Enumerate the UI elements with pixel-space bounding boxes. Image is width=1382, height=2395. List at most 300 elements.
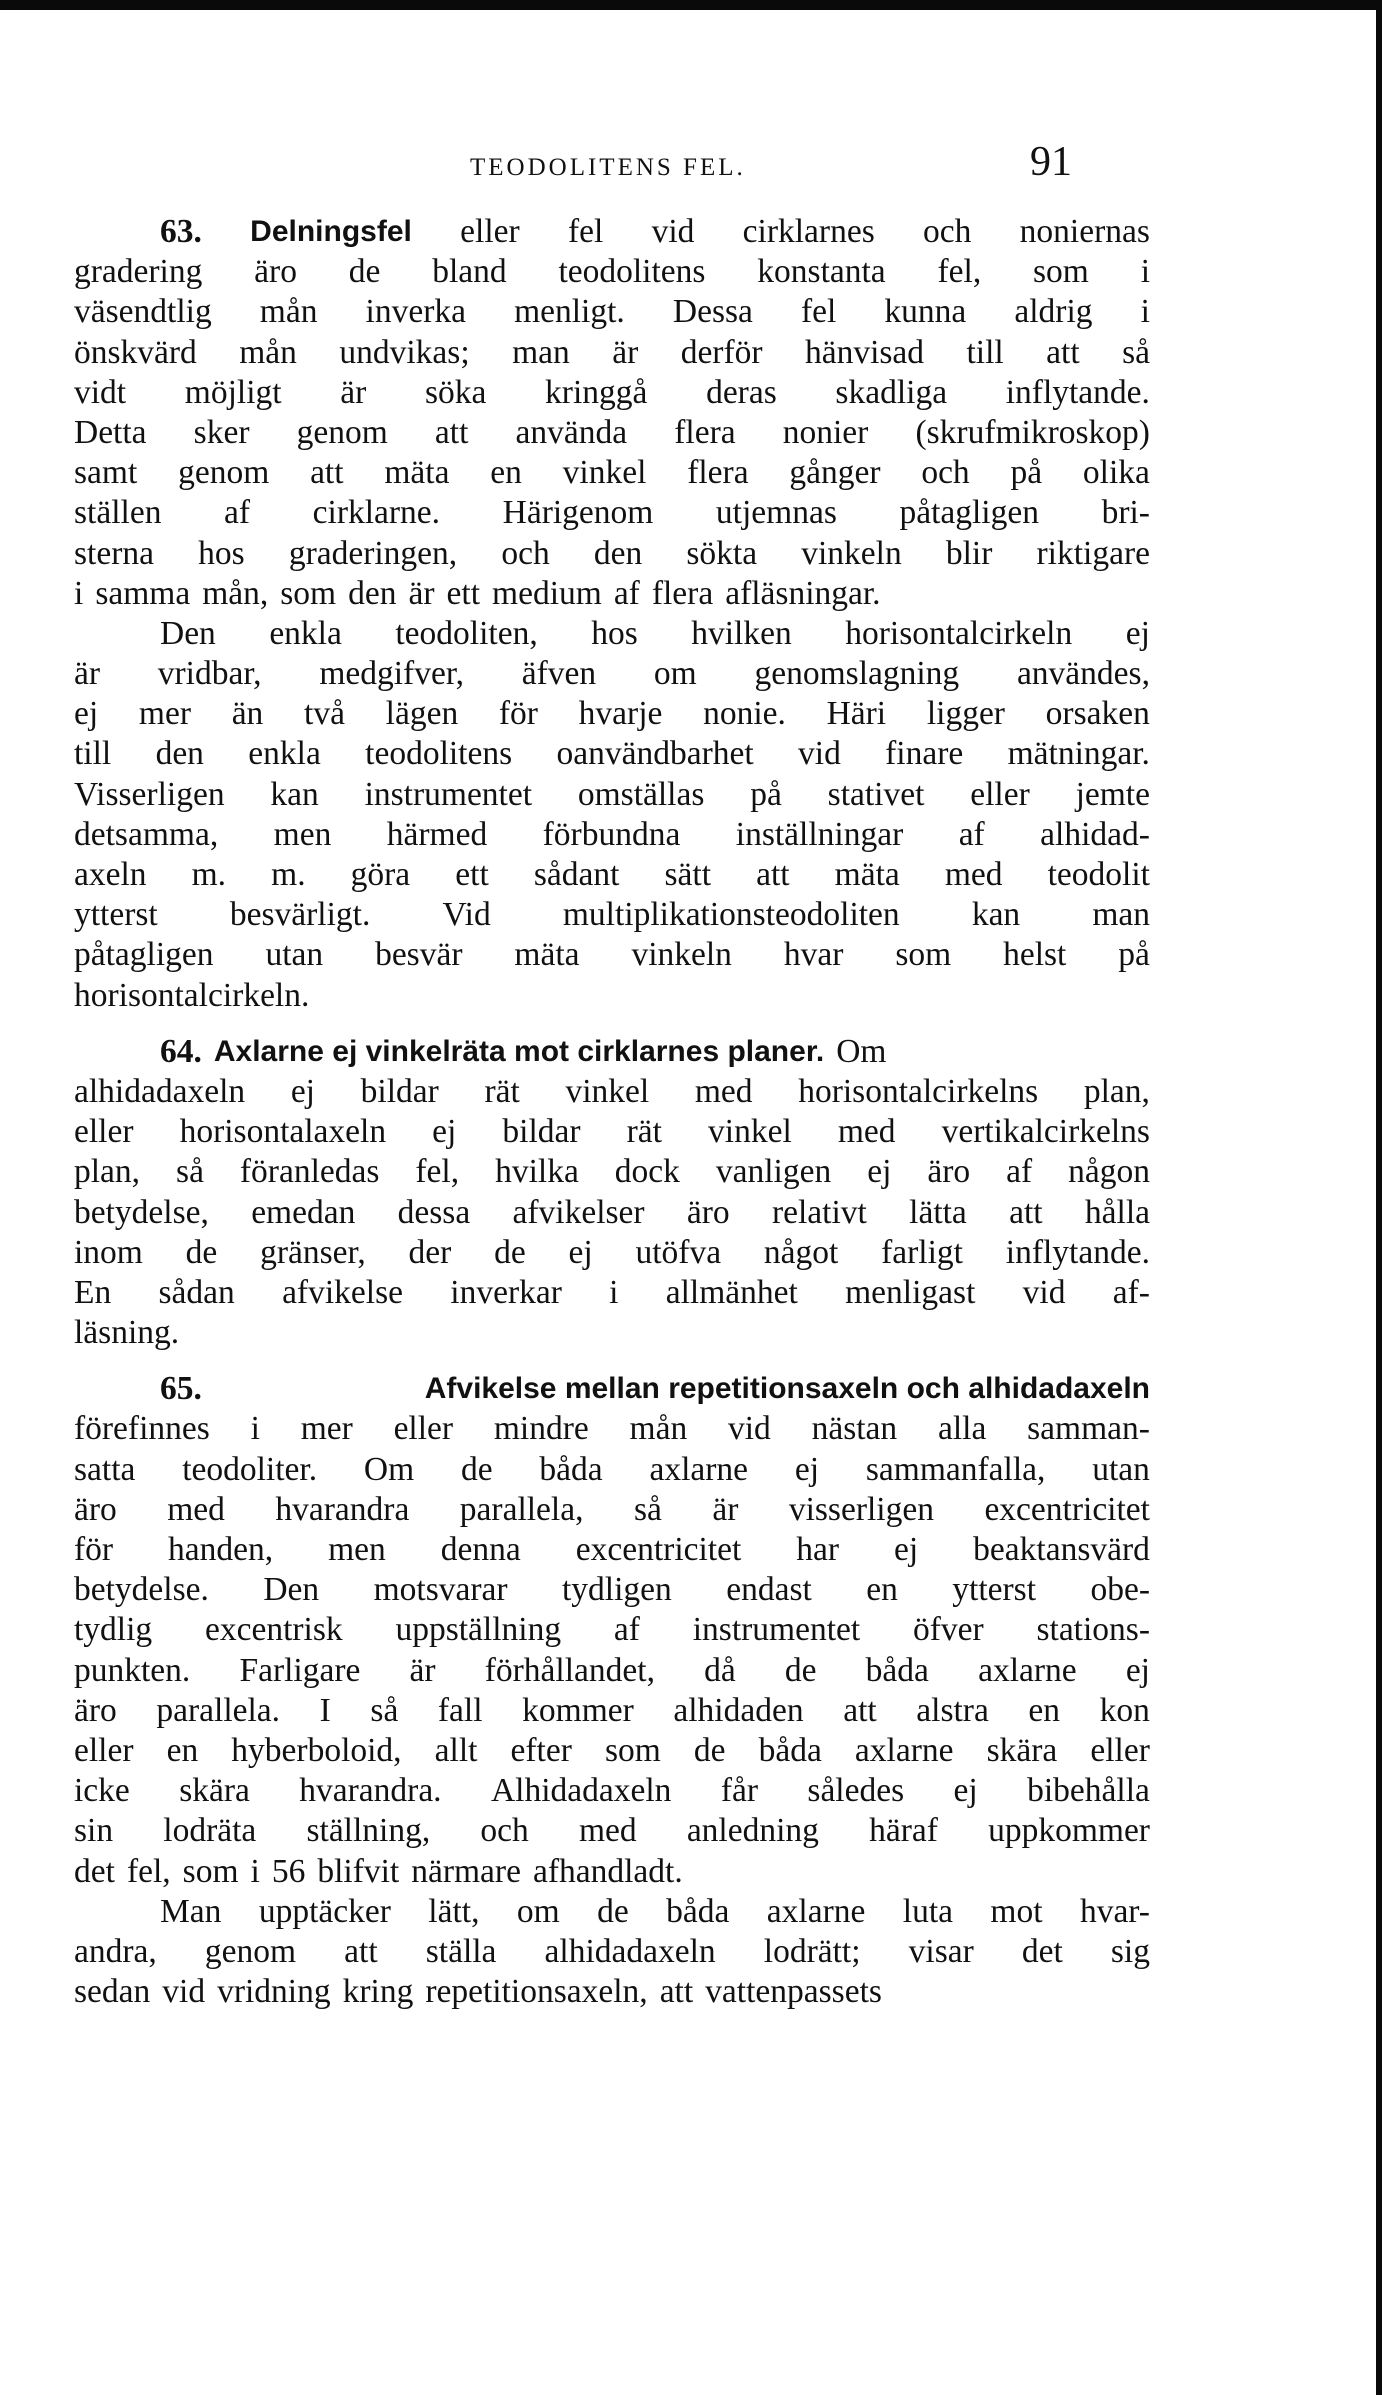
page-header [0, 138, 1382, 188]
word: afhandladt. [532, 1852, 683, 1890]
text-line [74, 574, 1150, 614]
word: ej [568, 1233, 593, 1271]
word: att [1046, 333, 1080, 371]
section-title: Delningsfel [250, 215, 412, 248]
word: öfver [912, 1611, 984, 1649]
text-line [74, 1610, 1150, 1650]
text-line [74, 734, 1150, 774]
word: med [167, 1490, 225, 1528]
word: menligt. [514, 293, 625, 331]
word: och [923, 213, 972, 250]
word: alstra [916, 1691, 989, 1729]
word: orsaken [1045, 695, 1150, 733]
word: farligt [881, 1233, 963, 1271]
word: utan [265, 936, 324, 974]
word: inverka [365, 293, 466, 331]
text-line [74, 1490, 1150, 1530]
word: cirklarnes [742, 213, 875, 250]
word: instrumentet [364, 775, 533, 813]
word: endast [726, 1571, 812, 1609]
word: som [1033, 253, 1089, 291]
word: Den [263, 1571, 320, 1609]
word: ytterst [74, 896, 158, 934]
word: vertikalcirkelns [941, 1113, 1150, 1151]
word: nästan [811, 1410, 898, 1448]
word: inställningar [735, 815, 904, 853]
word: hänvisad [804, 333, 925, 371]
running-title: TEODOLITENS FEL. [470, 154, 746, 181]
text-line [74, 1152, 1150, 1192]
word: handen, [168, 1531, 274, 1568]
word: vid [1022, 1273, 1066, 1311]
word: eller [970, 775, 1030, 813]
word: ej [953, 1772, 978, 1810]
text-line [74, 1273, 1150, 1313]
word: är [409, 1651, 436, 1689]
word: alhidaden [673, 1691, 804, 1729]
text-line [74, 493, 1150, 533]
word: der [408, 1233, 452, 1271]
word: teodolitens [558, 253, 706, 291]
word: som [895, 936, 952, 974]
word: uppkommer [988, 1812, 1150, 1850]
word: sig [1110, 1932, 1150, 1970]
word: menligast [845, 1273, 976, 1311]
word: vinkel [708, 1113, 792, 1151]
word: enkla [248, 735, 321, 773]
word: äro [74, 1490, 117, 1528]
word: mer [138, 695, 191, 733]
word: bildar [360, 1072, 439, 1110]
word: sammanfalla, [865, 1450, 1046, 1488]
word: att [659, 1973, 694, 2011]
word: Visserligen [74, 775, 225, 813]
word: obe- [1090, 1571, 1150, 1609]
text-line [74, 1450, 1150, 1490]
word: så [370, 1691, 399, 1729]
word: bland [432, 253, 507, 291]
word: alhidad- [1040, 815, 1150, 853]
word: betydelse, [74, 1193, 209, 1231]
word: om [516, 1892, 560, 1930]
section-gap [74, 1016, 1150, 1032]
word: till [966, 333, 1004, 371]
text-line [74, 1771, 1150, 1811]
word: en [866, 1571, 898, 1609]
text-line [74, 1193, 1150, 1233]
word: helst [1003, 936, 1067, 974]
word: men [328, 1531, 386, 1568]
word: gränser, [260, 1233, 366, 1271]
word: betydelse. [74, 1571, 209, 1609]
word: multiplikationsteodoliten [562, 896, 900, 934]
word: med [944, 856, 1003, 893]
word: kringgå [545, 373, 648, 411]
word: teodolitens [365, 735, 513, 773]
word: blir [945, 534, 993, 572]
word: att [434, 413, 469, 451]
text-line [74, 1852, 1150, 1892]
word: mätningar. [1007, 735, 1150, 773]
word: sökta [686, 534, 758, 572]
word: hvilken [691, 614, 792, 652]
word: samt [74, 454, 138, 492]
text-line [74, 694, 1150, 734]
word: vinkeln [801, 534, 902, 572]
word: sin [74, 1812, 114, 1850]
word: i [1140, 253, 1150, 291]
text-line [74, 1651, 1150, 1691]
word: Detta [74, 413, 147, 451]
word: inflytande. [1005, 373, 1150, 411]
word: af [1006, 1153, 1033, 1191]
word: äro [686, 1193, 730, 1231]
word: m. [271, 856, 306, 893]
word: de [597, 1892, 629, 1930]
word: är [712, 1490, 739, 1528]
text-line [74, 534, 1150, 574]
word: kan [971, 896, 1021, 934]
word: vattenpassets [705, 1973, 882, 2011]
word: parallela. [156, 1691, 281, 1729]
word: oanvändbarhet [556, 735, 754, 773]
word: riktigare [1036, 534, 1150, 572]
word: påtagligen [899, 494, 1039, 532]
word: allmänhet [665, 1273, 798, 1311]
word: mäta [834, 856, 900, 893]
word: den [348, 574, 397, 612]
word: gradering [74, 253, 203, 291]
page-number: 91 [1030, 139, 1072, 185]
word: mån [629, 1410, 688, 1448]
word: kring [342, 1973, 414, 2011]
word: alla [937, 1410, 987, 1448]
word: fel, [415, 1153, 460, 1191]
word: alhidadaxeln [544, 1932, 716, 1970]
word: eller [460, 213, 520, 250]
section-number: 63. [160, 213, 202, 250]
word: kunna [884, 293, 967, 331]
word: ej [867, 1153, 892, 1191]
word: tydlig [74, 1611, 153, 1649]
word: olika [1082, 454, 1150, 492]
section-number: 65. [160, 1370, 202, 1408]
word: vanligen [715, 1153, 832, 1191]
text-line [74, 815, 1150, 855]
word: eller [1090, 1731, 1150, 1769]
word: enkla [269, 614, 342, 652]
word: hvarandra [275, 1490, 410, 1528]
word: någon [1068, 1153, 1150, 1191]
word: excentrisk [204, 1611, 343, 1649]
word: de [693, 1731, 726, 1769]
word: beaktansvärd [973, 1531, 1150, 1568]
word: göra [350, 856, 411, 893]
word: ställen [74, 494, 162, 532]
word: kan [270, 775, 319, 813]
word: eller [393, 1410, 454, 1448]
word: teodoliter. [182, 1450, 318, 1488]
word: möjligt [184, 373, 282, 411]
word: denna [440, 1531, 521, 1568]
word: rät [626, 1113, 662, 1151]
word: och [501, 534, 550, 572]
word: äro [74, 1691, 117, 1729]
word: dock [614, 1153, 680, 1191]
word: vid [651, 213, 695, 250]
text-line [74, 1072, 1150, 1112]
word: lodrätt; [763, 1932, 861, 1970]
word: flera [687, 454, 749, 492]
word: vridning [217, 1973, 331, 2011]
word: samma [95, 574, 191, 612]
word: m. [191, 856, 227, 893]
word: sker [193, 413, 250, 451]
word: af [224, 494, 251, 532]
word: ställning, [306, 1812, 431, 1850]
word: inom [74, 1233, 143, 1271]
paragraph [74, 614, 1150, 1016]
word: utan [1092, 1450, 1150, 1488]
word: de [348, 253, 381, 291]
word: båda [865, 1651, 929, 1689]
word: den [593, 534, 643, 572]
word: äro [254, 253, 297, 291]
word: båda [758, 1731, 822, 1769]
text-line [74, 1313, 1150, 1353]
text-line [74, 1731, 1150, 1771]
word: 56 [271, 1852, 306, 1890]
word: som [280, 574, 337, 612]
text-line [74, 1530, 1150, 1570]
word: hos [198, 534, 245, 572]
word: visserligen [788, 1490, 934, 1528]
word: medgifver, [319, 655, 465, 693]
text-line [74, 1032, 1150, 1072]
word: utjemnas [715, 494, 837, 532]
word: mån [239, 333, 297, 371]
text-line [74, 1932, 1150, 1972]
word: af- [1112, 1273, 1150, 1311]
section-paragraph [74, 1369, 1150, 1891]
section-gap [74, 1353, 1150, 1369]
text-line [74, 1369, 1150, 1409]
word: ej [1125, 1651, 1150, 1689]
word: på [750, 775, 782, 813]
text-line [74, 1972, 1150, 2012]
word: af [958, 815, 985, 853]
word: plan, [1083, 1072, 1150, 1110]
word: horisontalaxeln [179, 1113, 387, 1151]
word: kommer [522, 1691, 634, 1729]
word: hvarje [578, 695, 663, 733]
word: påtagligen [74, 936, 214, 974]
word: detsamma, [74, 815, 219, 853]
word: inflytande. [1005, 1233, 1150, 1271]
text-line [74, 1409, 1150, 1449]
word: förefinnes [74, 1410, 210, 1448]
word: som [604, 1731, 661, 1769]
word: bibehålla [1027, 1772, 1150, 1810]
word: skära [986, 1731, 1058, 1769]
word: afvikelser [512, 1193, 645, 1231]
word: hvilka [495, 1153, 579, 1191]
text-line [74, 855, 1150, 895]
word: har [796, 1531, 840, 1568]
word: härmed [386, 815, 488, 853]
word: en [490, 454, 522, 492]
word: får [720, 1772, 759, 1810]
word: besvär [375, 936, 463, 974]
word: fel, [126, 1852, 171, 1890]
word: alhidadaxeln [74, 1072, 246, 1110]
word: förhållandet, [484, 1651, 655, 1689]
word: således [807, 1772, 905, 1810]
text-line [74, 292, 1150, 332]
page-right-edge [1376, 0, 1382, 2395]
text-line [74, 453, 1150, 493]
word: om [653, 655, 697, 693]
word: lodräta [163, 1812, 257, 1850]
word: hos [591, 614, 638, 652]
word: parallela, [459, 1490, 584, 1528]
word: hålla [1084, 1193, 1150, 1231]
word: för [498, 695, 538, 733]
word: vid [728, 1410, 771, 1448]
word: lätt, [428, 1892, 480, 1930]
word: till [74, 735, 112, 773]
word: motsvarar [373, 1571, 508, 1609]
word: använda [515, 413, 628, 451]
word: skära [179, 1772, 250, 1810]
word: i [609, 1273, 619, 1311]
word: ställa [425, 1932, 497, 1970]
word: sätt [664, 856, 712, 893]
word: genom [296, 413, 388, 451]
word: de [784, 1651, 817, 1689]
word: det [1021, 1932, 1063, 1970]
word: finare [885, 735, 964, 773]
section-paragraph [74, 212, 1150, 614]
word: en [1028, 1691, 1061, 1729]
word: ej [432, 1113, 457, 1151]
word: ligger [926, 695, 1005, 733]
word: hvarandra. [299, 1772, 442, 1810]
text-line [74, 413, 1150, 453]
word: plan, [74, 1153, 141, 1191]
word: Dessa [672, 293, 753, 331]
word: visar [908, 1932, 974, 1970]
word: axeln [74, 856, 147, 893]
word: äro [927, 1153, 971, 1191]
text-line [74, 1691, 1150, 1731]
word: ej [794, 1450, 820, 1488]
word: i [74, 574, 84, 612]
word: förbundna [542, 815, 681, 853]
word: Häri [826, 695, 887, 733]
word: horisontalcirkeln. [74, 976, 310, 1014]
word: excentricitet [575, 1531, 742, 1568]
text-line [74, 1570, 1150, 1610]
word: efter [510, 1731, 572, 1769]
word: att [756, 856, 790, 893]
word: hvar- [1079, 1892, 1150, 1930]
word: föranledas [239, 1153, 380, 1191]
word: Vid [442, 896, 491, 934]
word: Om [363, 1450, 415, 1488]
word: afvikelse [282, 1273, 403, 1311]
word: men [273, 815, 332, 853]
word: kon [1099, 1691, 1150, 1729]
word: häraf [869, 1812, 938, 1850]
word: fel, [937, 253, 982, 291]
word: sådan [158, 1273, 235, 1311]
word: noniernas [1019, 213, 1150, 250]
word: att [344, 1932, 378, 1970]
word: vinkeln [631, 936, 732, 974]
word: horisontalcirkelns [798, 1072, 1039, 1110]
word: En [74, 1273, 112, 1311]
word: instrumentet [692, 1611, 861, 1649]
word: axlarne [766, 1892, 866, 1930]
paragraph [74, 1892, 1150, 2013]
word: skadliga [835, 373, 948, 411]
word: lägen [385, 695, 459, 733]
word: mot [990, 1892, 1043, 1930]
word: aldrig [1014, 293, 1093, 331]
word: repetitionsaxeln, [425, 1973, 648, 2011]
word: blifvit [317, 1852, 400, 1890]
word: så [633, 1490, 662, 1528]
word: tydligen [561, 1571, 672, 1609]
word: att [843, 1691, 877, 1729]
word: användes, [1016, 655, 1150, 693]
word: med [578, 1812, 637, 1850]
word: vinkel [565, 1072, 650, 1110]
word: genom [178, 454, 270, 492]
section-title: Afvikelse mellan repetitionsaxeln och alhidadaxeln [424, 1372, 1150, 1406]
word: Härigenom [502, 494, 654, 532]
word: axlarne [978, 1651, 1077, 1689]
word: axlarne [649, 1450, 749, 1488]
word: fall [437, 1691, 483, 1729]
word: är [612, 333, 639, 371]
word: mån, [202, 574, 269, 612]
word: emedan [251, 1193, 356, 1231]
word: konstanta [757, 253, 886, 291]
section-paragraph [74, 1032, 1150, 1354]
word: flera [674, 413, 736, 451]
word: upptäcker [258, 1892, 391, 1930]
word: de [460, 1450, 493, 1488]
word: något [763, 1233, 839, 1271]
word: sterna [74, 534, 154, 572]
word: vid [162, 1973, 206, 2011]
word: vinkel [562, 454, 647, 492]
word: af [613, 574, 640, 612]
word: och [480, 1812, 529, 1850]
text-line [74, 373, 1150, 413]
word: som [182, 1852, 239, 1890]
word: ej [74, 695, 99, 733]
word: närmare [411, 1852, 521, 1890]
word: derför [680, 333, 763, 371]
text-line [74, 935, 1150, 975]
page-body [74, 212, 1150, 2012]
word: stations- [1036, 1611, 1150, 1649]
text-line [74, 252, 1150, 292]
word: de [494, 1233, 526, 1271]
